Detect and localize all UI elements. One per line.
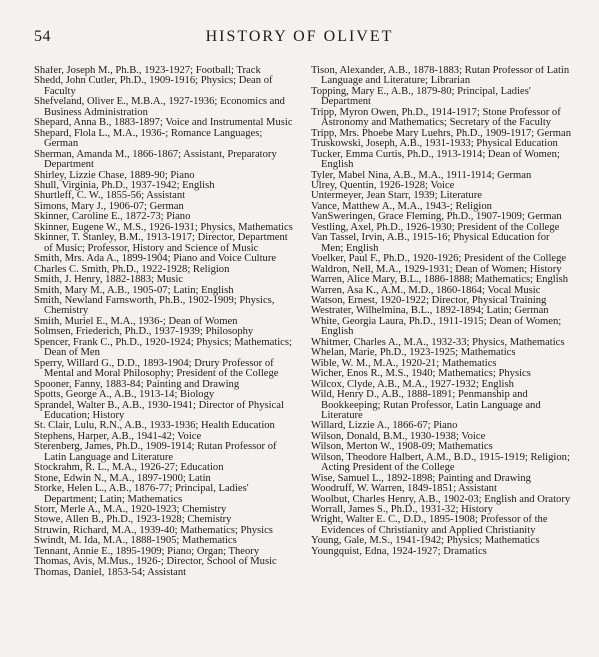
faculty-entry: Thomas, Avis, M.Mus., 1926-; Director, School of Music: [34, 556, 277, 568]
faculty-list: [34, 66, 574, 646]
faculty-entry: Smith, Muriel E., M.A., 1936-; Dean of Women: [34, 315, 238, 327]
faculty-entry: Tripp, Mrs. Phoebe Mary Luehrs, Ph.D., 1909-1917; German: [311, 127, 572, 139]
faculty-entry: Shirley, Lizzie Chase, 1889-90; Piano: [34, 169, 195, 181]
right-column: [311, 66, 574, 646]
faculty-entry: Warren, Alice Mary, B.L., 1886-1888; Mathematics; English: [311, 274, 569, 286]
faculty-entry: Ulrey, Quentin, 1926-1928; Voice: [311, 179, 455, 191]
faculty-entry: Sterenberg, James, Ph.D., 1909-1914; Rutan Professor of Latin Language and Literature: [34, 441, 277, 463]
faculty-entry: Warren, Asa K., A.M., M.D., 1860-1864; Vocal Music: [311, 284, 541, 296]
faculty-entry: Struwin, Richard, M.A., 1939-40; Mathematics; Physics: [34, 524, 273, 536]
faculty-entry: Voelker, Paul F., Ph.D., 1920-1926; President of the College: [311, 253, 567, 265]
faculty-entry: Stephens, Harper, A.B., 1941-42; Voice: [34, 430, 202, 442]
faculty-entry: Stone, Edwin N., M.A., 1897-1900; Latin: [34, 472, 211, 484]
faculty-entry: Smith, Mary M., A.B., 1905-07; Latin; English: [34, 284, 234, 296]
left-column: [34, 66, 297, 646]
faculty-entry: Westrater, Wilhelmina, B.L., 1892-1894; Latin; German: [311, 305, 549, 317]
faculty-entry: Spencer, Frank C., Ph.D., 1920-1924; Physics; Mathematics; Dean of Men: [34, 336, 292, 359]
faculty-entry: Waldron, Nell, M.A., 1929-1931; Dean of Women; History: [311, 263, 562, 275]
faculty-entry: Wilson, Theodore Halbert, A.M., B.D., 1915-1919; Religion; Acting President of the College: [311, 451, 570, 474]
faculty-entry: Willard, Lizzie A., 1866-67; Piano: [311, 420, 458, 432]
faculty-entry: Tison, Alexander, A.B., 1878-1883; Rutan Professor of Latin Language and Literature; Librarian: [311, 66, 570, 87]
faculty-entry: Skinner, Eugene W., M.S., 1926-1931; Physics, Mathematics: [34, 221, 293, 233]
faculty-entry: Sherman, Amanda M., 1866-1867; Assistant, Preparatory Department: [34, 148, 277, 171]
faculty-entry: Whitmer, Charles A., M.A., 1932-33; Physics, Mathematics: [311, 336, 565, 348]
faculty-entry: Smith, Newland Farnsworth, Ph.B., 1902-1909; Physics, Chemistry: [34, 294, 275, 317]
faculty-entry: Woodruff, W. Warren, 1849-1851; Assistant: [311, 483, 497, 495]
faculty-entry: Skinner, Caroline E., 1872-73; Piano: [34, 211, 191, 223]
faculty-entry: Woolbut, Charles Henry, A.B., 1902-03; English and Oratory: [311, 493, 571, 505]
faculty-entry: Storr, Merle A., M.A., 1920-1923; Chemistry: [34, 504, 227, 516]
faculty-entry: Stockrahm, R. L., M.A., 1926-27; Education: [34, 462, 224, 474]
faculty-entry: Wilson, Donald, B.M., 1930-1938; Voice: [311, 430, 486, 442]
faculty-entry: Shepard, Flola L., M.A., 1936-; Romance Languages; German: [34, 127, 263, 150]
faculty-entry: Topping, Mary E., A.B., 1879-80; Principal, Ladies' Department: [311, 85, 531, 108]
faculty-entry: Shepard, Anna B., 1883-1897; Voice and Instrumental Music: [34, 117, 293, 129]
faculty-entry: Shurtleff, C. W., 1855-56; Assistant: [34, 190, 186, 202]
faculty-entry: Wilson, Merton W., 1908-09; Mathematics: [311, 441, 493, 453]
faculty-entry: Shafer, Joseph M., Ph.B., 1923-1927; Football; Track: [34, 66, 261, 76]
faculty-entry: Wild, Henry D., A.B., 1888-1891; Penmanship and Bookkeeping; Rutan Professor, Latin Language and Literature: [311, 389, 541, 421]
faculty-entry: Shedd, John Cutler, Ph.D., 1909-1916; Physics; Dean of Faculty: [34, 75, 273, 97]
faculty-entry: Vance, Matthew A., M.A., 1943-; Religion: [311, 200, 492, 212]
faculty-entry: Thomas, Daniel, 1853-54; Assistant: [34, 566, 187, 578]
faculty-entry: Shefveland, Oliver E., M.B.A., 1927-1936; Economics and Business Administration: [34, 96, 285, 118]
faculty-entry: Wise, Samuel L., 1892-1898; Painting and Drawing: [311, 472, 531, 484]
faculty-entry: Vestling, Axel, Ph.D., 1926-1930; President of the College: [311, 221, 560, 233]
faculty-entry: Stowe, Allen B., Ph.D., 1923-1928; Chemistry: [34, 514, 232, 526]
faculty-entry: Wicher, Enos R., M.S., 1940; Mathematics; Physics: [311, 368, 531, 380]
faculty-entry: Storke, Helen L., A.B., 1876-77; Principal, Ladies' Department; Latin; Mathematics: [34, 483, 249, 505]
faculty-entry: Smith, Mrs. Ada A., 1899-1904; Piano and Voice Culture: [34, 253, 277, 265]
faculty-entry: Shull, Virginia, Ph.D., 1937-1942; English: [34, 179, 215, 191]
faculty-entry: Solmsen, Friederich, Ph.D., 1937-1939; Philosophy: [34, 326, 254, 338]
page-number: 54: [34, 28, 51, 45]
faculty-entry: Sperry, Willard G., D.D., 1893-1904; Drury Professor of Mental and Moral Philosophy; President of the College: [34, 357, 279, 380]
faculty-entry: Young, Gale, M.S., 1941-1942; Physics; Mathematics: [311, 535, 540, 547]
faculty-entry: VanSweringen, Grace Fleming, Ph.D., 1907-1909; German: [311, 211, 562, 223]
faculty-entry: Tyler, Mabel Nina, A.B., M.A., 1911-1914; German: [311, 169, 532, 181]
faculty-entry: Whelan, Marie, Ph.D., 1923-1925; Mathematics: [311, 347, 516, 359]
faculty-entry: Spotts, George A., A.B., 1913-14; Biology: [34, 389, 215, 401]
faculty-entry: Van Tassel, Irvin, A.B., 1915-16; Physical Education for Men; English: [311, 232, 550, 254]
running-title: HISTORY OF OLIVET: [205, 28, 394, 45]
faculty-entry: Simons, Mary J., 1906-07; German: [34, 200, 184, 212]
faculty-entry: Worrall, James S., Ph.D., 1931-32; History: [311, 504, 493, 516]
faculty-entry: Tennant, Annie E., 1895-1909; Piano; Organ; Theory: [34, 545, 260, 557]
faculty-entry: Spooner, Fanny, 1883-84; Painting and Drawing: [34, 378, 240, 390]
faculty-entry: Youngquist, Edna, 1924-1927; Dramatics: [311, 545, 487, 557]
faculty-entry: Tripp, Myron Owen, Ph.D., 1914-1917; Stone Professor of Astronomy and Mathematics; Secretary of the Faculty: [311, 106, 561, 129]
faculty-entry: Charles C. Smith, Ph.D., 1922-1928; Religion: [34, 263, 230, 275]
faculty-entry: Swindt, M. Ida, M.A., 1888-1905; Mathematics: [34, 535, 237, 547]
faculty-entry: Wilcox, Clyde, A.B., M.A., 1927-1932; English: [311, 378, 514, 390]
faculty-entry: Skinner, T. Stanley, B.M., 1913-1917; Director, Department of Music; Professor, History and Science of Music: [34, 232, 288, 254]
faculty-entry: Wright, Walter E. C., D.D., 1895-1908; Professor of the Evidences of Christianity and Applied Christianity: [311, 514, 548, 536]
faculty-entry: Watson, Ernest, 1920-1922; Director, Physical Training: [311, 294, 547, 306]
faculty-entry: Smith, J. Henry, 1882-1883; Music: [34, 274, 184, 286]
faculty-entry: St. Clair, Lulu, R.N., A.B., 1933-1936; Health Education: [34, 420, 275, 432]
faculty-entry: Wible, W. M., M.A., 1920-21; Mathematics: [311, 357, 497, 369]
faculty-entry: Sprandel, Walter B., A.B., 1930-1941; Director of Physical Education; History: [34, 399, 284, 421]
page-header: [34, 28, 565, 50]
faculty-entry: Untermeyer, Jean Starr, 1939; Literature: [311, 190, 482, 202]
faculty-entry: Truskowski, Joseph, A.B., 1931-1933; Physical Education: [311, 138, 558, 150]
faculty-entry: Tucker, Emma Curtis, Ph.D., 1913-1914; Dean of Women; English: [311, 148, 560, 171]
faculty-entry: White, Georgia Laura, Ph.D., 1911-1915; Dean of Women; English: [311, 315, 562, 338]
